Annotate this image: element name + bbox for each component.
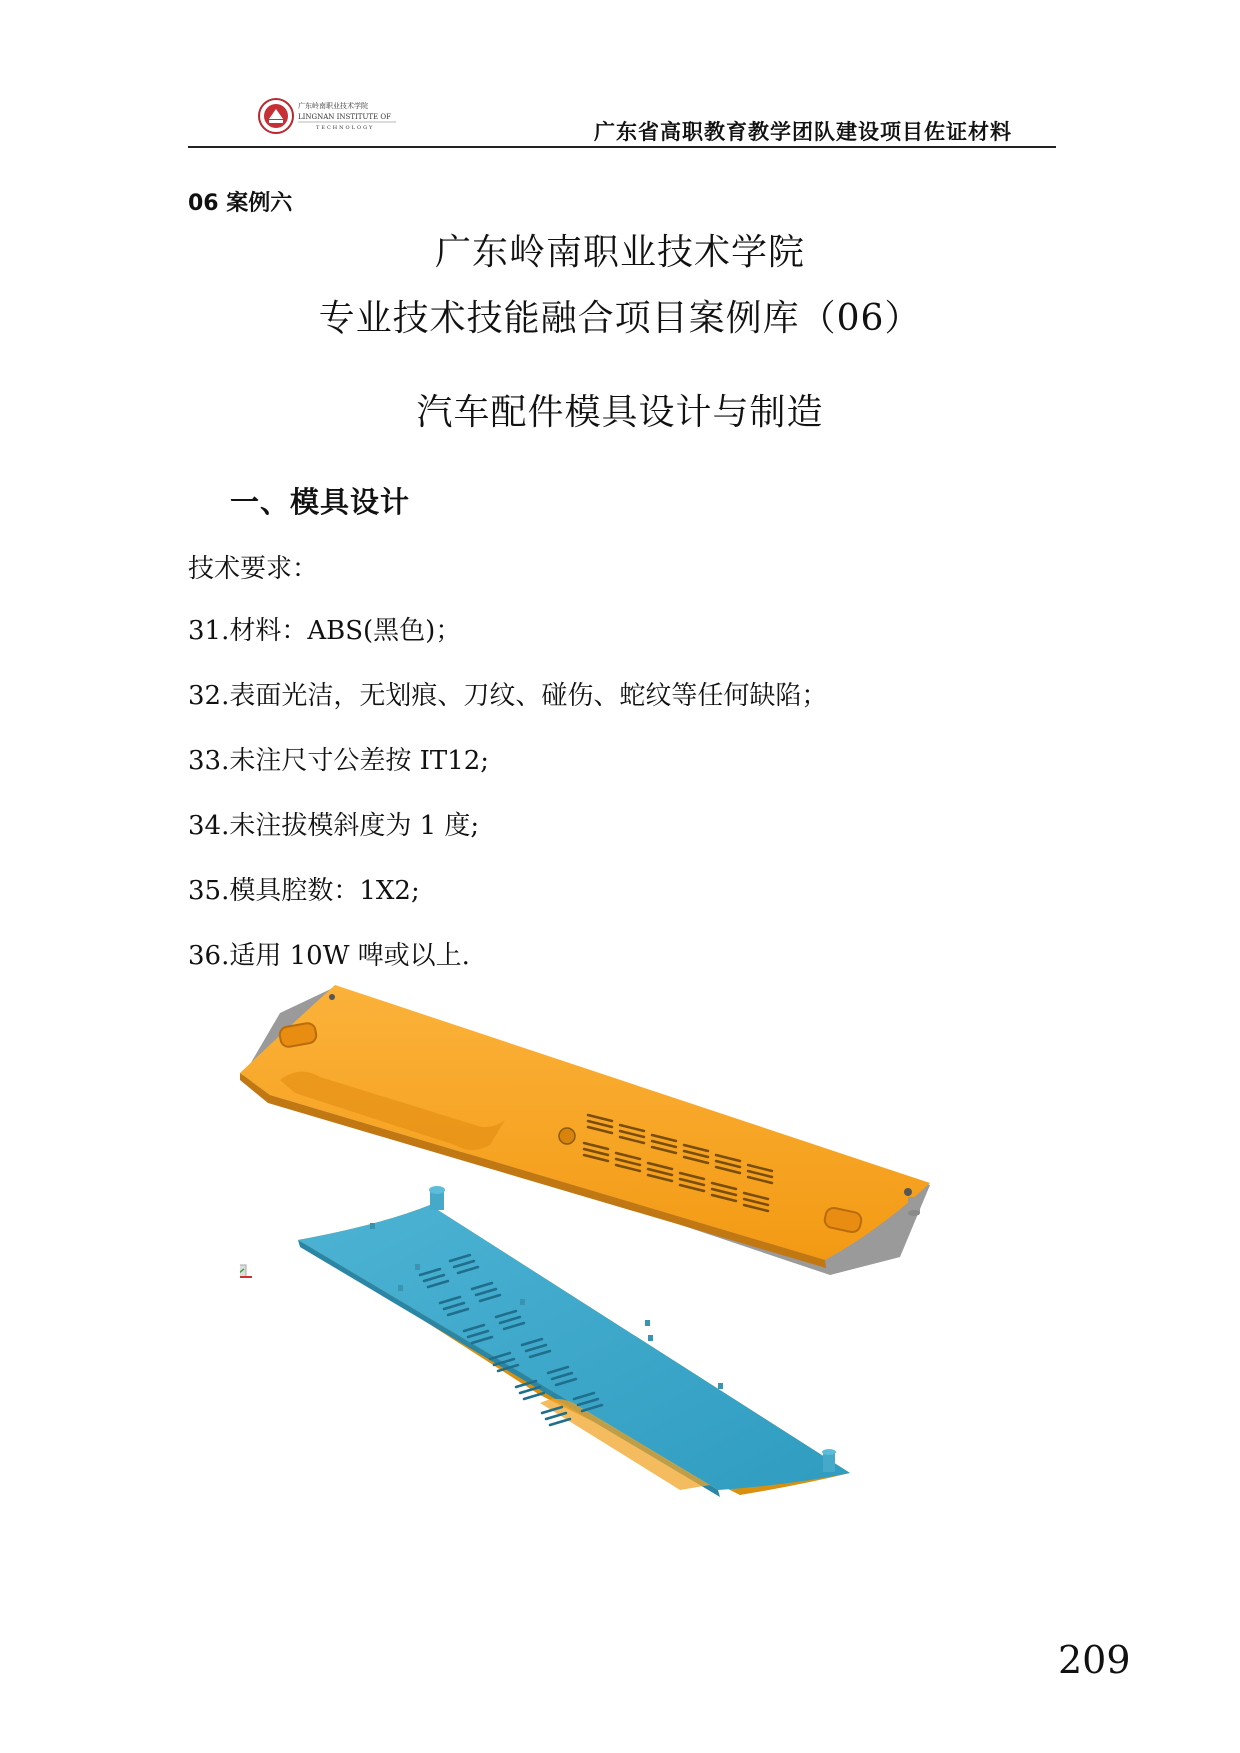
title-project: 汽车配件模具设计与制造 [416, 392, 824, 433]
title-case-library: 专业技术技能融合项目案例库（06） [318, 298, 922, 339]
requirement-item: 31.材料：ABS(黑色)； [188, 616, 462, 646]
mold-part-figure [240, 985, 1060, 1675]
title-school: 广东岭南职业技术学院 [434, 232, 805, 273]
school-logo [258, 95, 398, 137]
requirements-list [188, 613, 827, 1003]
logo-name-en: LINGNAN INSTITUTE OF [298, 113, 391, 121]
case-label: 06 案例六 [188, 191, 293, 216]
requirement-item: 32.表面光洁，无划痕、刀纹、碰伤、蛇纹等任何缺陷； [188, 681, 828, 711]
page-number: 209 [1058, 1638, 1131, 1682]
axis-triad-icon [240, 1257, 252, 1277]
header-title: 广东省高职教育教学团队建设项目佐证材料 [594, 120, 1012, 144]
logo-name-cn: 广东岭南职业技术学院 [298, 102, 368, 110]
requirement-item: 36.适用 10W 啤或以上. [188, 941, 470, 971]
logo-name-en2: TECHNOLOGY [316, 125, 375, 131]
requirements-intro: 技术要求： [188, 554, 319, 584]
requirement-item: 33.未注尺寸公差按 IT12; [188, 746, 490, 776]
header-divider [188, 146, 1056, 148]
requirement-item: 35.模具腔数：1X2; [188, 876, 420, 906]
section-heading: 一、模具设计 [230, 485, 411, 519]
requirement-item: 34.未注拔模斜度为 1 度; [188, 811, 480, 841]
